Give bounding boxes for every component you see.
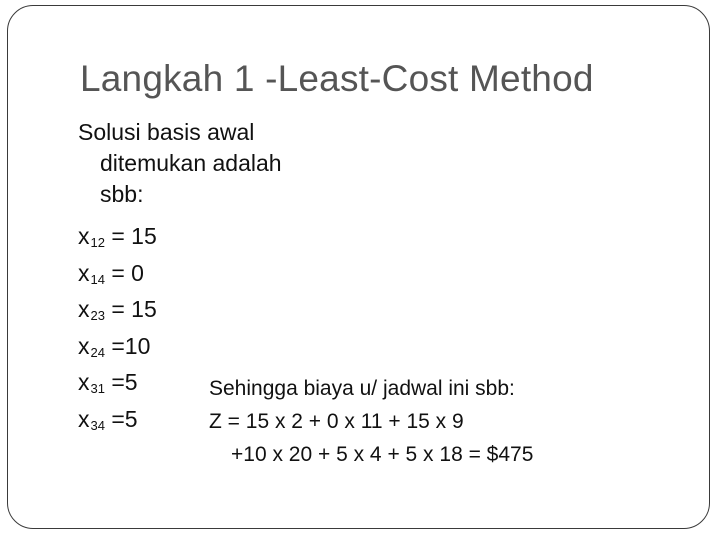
variable-value: = 15 bbox=[104, 223, 157, 249]
variable-row-x34 bbox=[78, 401, 157, 438]
intro-line-1: Solusi basis awal bbox=[78, 119, 255, 145]
variable-name: x bbox=[78, 296, 90, 322]
variable-subscript: 23 bbox=[90, 308, 105, 323]
variable-subscript: 34 bbox=[90, 417, 105, 433]
variable-row-x14 bbox=[78, 255, 157, 292]
variable-row-x24 bbox=[78, 328, 157, 365]
variable-row-x12 bbox=[78, 218, 157, 255]
cost-heading: Sehingga biaya u/ jadwal ini sbb: bbox=[209, 377, 515, 400]
intro-text bbox=[78, 117, 282, 210]
variable-list bbox=[78, 218, 157, 437]
intro-line-3: sbb: bbox=[100, 181, 144, 207]
variable-row-x23 bbox=[78, 291, 157, 328]
variable-value: = 15 bbox=[104, 296, 157, 322]
intro-line-2: ditemukan adalah bbox=[100, 150, 282, 176]
variable-name: x bbox=[78, 405, 90, 432]
slide-title: Langkah 1 -Least-Cost Method bbox=[80, 58, 594, 99]
variable-subscript: 31 bbox=[90, 381, 105, 396]
variable-value: = 0 bbox=[104, 259, 144, 286]
variable-value: =5 bbox=[104, 405, 138, 432]
variable-name: x bbox=[78, 332, 90, 359]
variable-subscript: 12 bbox=[90, 235, 105, 250]
variable-subscript: 24 bbox=[90, 344, 105, 360]
cost-calculation bbox=[209, 372, 533, 471]
variable-subscript: 14 bbox=[90, 271, 105, 287]
cost-formula-line-2: +10 x 20 + 5 x 4 + 5 x 18 = $475 bbox=[231, 443, 534, 466]
variable-name: x bbox=[78, 223, 90, 249]
variable-value: =10 bbox=[104, 332, 151, 359]
variable-row-x31 bbox=[78, 364, 157, 401]
variable-name: x bbox=[78, 259, 90, 286]
variable-value: =5 bbox=[104, 369, 138, 395]
variable-name: x bbox=[78, 369, 90, 395]
cost-formula-line-1: Z = 15 x 2 + 0 x 11 + 15 x 9 bbox=[209, 410, 464, 433]
